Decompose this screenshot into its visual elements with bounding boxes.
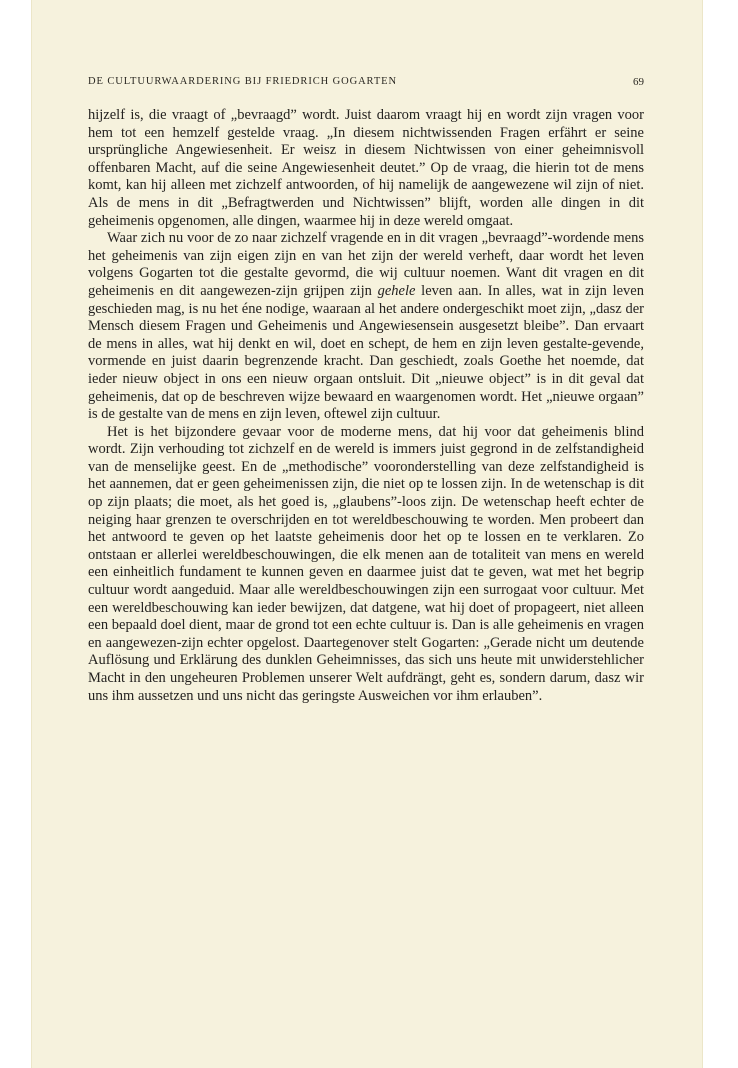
paragraph-3: Het is het bijzondere gevaar voor de moderne mens, dat hij voor dat geheimenis blind wordt. Zijn verhouding tot zichzelf en de wereld is immers juist gegrond in de zelfstandigheid van de menselijke geest. En de „methodische” vooronderstelling van deze zelfstandigheid is het aannemen, dat er geen geheimenissen zijn, die niet op te lossen zijn. In de wetenschap is dit op zijn plaats; die moet, als het goed is, „glaubens”-loos zijn. De wetenschap heeft echter de neiging haar grenzen te overschrijden en tot wereldbeschouwing te worden. Men probeert dan het antwoord te geven op het laatste geheimenis door het op te lossen en te verklaren. Zo ontstaan er allerlei wereldbeschouwingen, die elk menen aan de totaliteit van mens en wereld een einheitlich fundament te kunnen geven en daarmee juist dat te geven, wat met het begrip cultuur wordt aangeduid. Maar alle wereldbeschouwingen zijn een surrogaat voor cultuur. Met een wereldbeschouwing kan ieder bewijzen, dat datgene, wat hij doet of propageert, niet alleen een bepaald doel dient, maar de grond tot een echte cultuur is. Dan is alle geheimenis en vragen en aangewezen-zijn echter opgelost. Daartegenover stelt Gogarten: „Gerade nicht um deutende Auflösung und Erklärung des dunklen Geheimnisses, das sich uns heute mit unwiderstehlicher Macht in den ungeheuren Problemen unserer Welt aufdrängt, geht es, sondern darum, dasz wir uns ihm aussetzen und uns nicht das geringste Ausweichen vor ihm erlauben”. xyxy=(88,423,644,704)
body-text xyxy=(88,107,644,705)
paragraph-2 xyxy=(88,230,644,424)
emphasis-gehele: gehele xyxy=(377,282,416,299)
paragraph-1: hijzelf is, die vraagt of „bevraagd” wordt. Juist daarom vraagt hij en wordt zijn vragen voor hem tot een hemzelf gestelde vraag. „In diesem nichtwissenden Fragen erfährt er seine ursprüngliche Angewiesenheit. Er weisz in diesem Nichtwissen von einer geheimnisvoll offenbaren Macht, auf die seine Angewiesenheit deutet.” Op de vraag, die hierin tot de mens komt, kan hij alleen met zichzelf antwoorden, of hij namelijk de aangewezene wil zijn of niet. Als de mens in dit „Befragtwerden und Nichtwissen” blijft, worden alle dingen in dit geheimenis opgenomen, alle dingen, waarmee hij in deze wereld omgaat. xyxy=(88,107,644,229)
paragraph-2-part-1: Waar zich nu voor de zo naar zichzelf vragende en in dit vragen „bevraagd”-wordende mens het geheimenis van zijn eigen zijn en van het zijn der wereld verheft, daar wordt het leven volgens Gogarten tot die gestalte gevormd, die wij cultuur noemen. Want dit vragen en dit geheimenis en dit aangewezen-zijn grijpen zijn xyxy=(88,230,644,299)
paragraph-2-part-2: leven aan. In alles, wat in zijn leven geschieden mag, is nu het éne nodige, waaraan al het andere ondergeschikt moet zijn, „dasz der Mensch diesem Fragen und Geheimenis und Angewiesensein ausgesetzt bleibe”. Dan ervaart de mens in alles, wat hij denkt en wil, doet en schept, de hem en zijn leven gestalte-gevende, vormende en juist daarin begrenzende kracht. Dan geschiedt, zoals Goethe het noemde, dat ieder nieuw object in ons een nieuw orgaan ontsluit. Dit „nieuwe object” is in dit geval dat geheimenis, dat op de beschreven wijze bewaard en waargenomen wordt. Het „nieuwe orgaan” is de gestalte van de mens en zijn leven, oftewel zijn cultuur. xyxy=(88,282,644,423)
running-head: DE CULTUURWAARDERING BIJ FRIEDRICH GOGARTEN xyxy=(88,76,397,87)
page-number: 69 xyxy=(633,76,644,88)
page-header xyxy=(88,76,644,92)
book-page xyxy=(32,0,702,1068)
